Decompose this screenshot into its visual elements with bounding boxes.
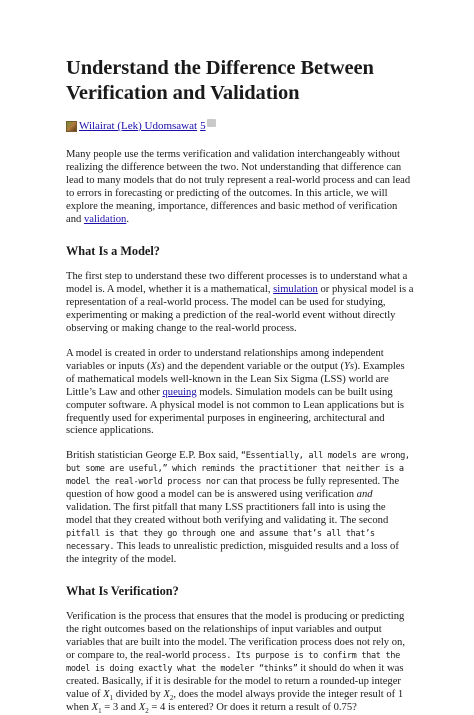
comment-icon[interactable] (207, 119, 216, 127)
validation-link[interactable]: validation (83, 213, 127, 225)
model-paragraph-3: British statistician George E.P. Box said, “Essentially, all models are wrong, but some are useful,” which reminds the practitioner that neither is a model the real-world process nor can that process be fully represented. The question of how good a model can be is answered using verification and validation. The first pitfall that many LSS practitioners fall into is using the model that they created without both verifying and validating it. The second pitfall is that they go through one and assume that’s all that’s necessary. This leads to unrealistic prediction, misguided results and a loss of the integrity of the model. (66, 450, 410, 565)
article-title: Understand the Difference Between Verification and Validation (66, 57, 374, 104)
author-link[interactable]: Wilairat (Lek) Udomsawat (79, 120, 198, 132)
model-paragraph-1: The first step to understand these two different processes is to understand what a model is. A model, whether it is a mathematical, simulation or physical model is a representation of a real-world process. The model can be used for studying, experimenting or making a prediction of the real-world event without directly observing or making change to the real-world process. (66, 271, 414, 335)
author-line (66, 120, 414, 132)
author-avatar-icon (66, 121, 77, 132)
simulation-link[interactable]: simulation (273, 284, 318, 296)
model-paragraph-2: A model is created in order to understand relationships among independent variables or inputs (Xs) and the dependent variable or the output (Ys). Examples of mathematical models well-known in the Lean Six Sigma (LSS) world are Little’s Law and other queuing models. Simulation models can be built using computer software. A physical model is not common to Lean applications but is frequently used for experimental purposes in engineering, architectural and science applications. (66, 347, 405, 437)
verification-paragraph: Verification is the process that ensures that the model is producing or predicting the right outcomes based on the relationships of input variables and output variables that are built into the model. The verification process does not rely on, or compare to, the real-world process. Its purpose is to confirm that the model is doing exactly what the modeler “thinks” it should do when it was created. Basically, if it is desirable for the model to return a rounded-up integer value of $X_1$ divided by $X_2$, does the model always provide the integer result of 1 when $X_1 = 3$ and $X_2 = 4$ is entered? Or does it return a result of 0.75? (66, 611, 405, 715)
queuing-link[interactable]: queuing (162, 386, 197, 398)
intro-paragraph: Many people use the terms verification and validation interchangeably without realizing the difference between the two. Not understanding that difference can lead to many models that do not truly represent a real-world process and can lead to errors in forecasting or predicting of the outcomes. In this article, we will explore the meaning, importance, differences and basic method of verification and validation. (66, 149, 411, 225)
comment-count[interactable]: 5 (200, 120, 206, 132)
section-heading-model: What Is a Model? (66, 244, 160, 259)
section-heading-verification: What Is Verification? (66, 584, 179, 599)
